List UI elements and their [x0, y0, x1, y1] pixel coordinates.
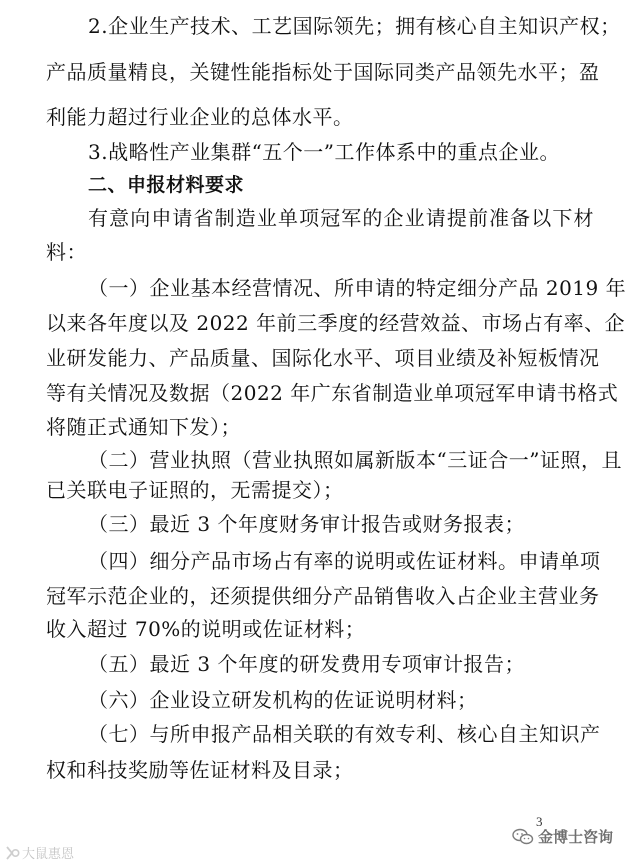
wechat-watermark — [512, 826, 613, 847]
list-item-4-line-3: 收入超过 70%的说明或佐证材料； — [46, 617, 366, 641]
list-item-4-line-1: （四）细分产品市场占有率的说明或佐证材料。申请单项 — [88, 549, 601, 573]
list-item-6: （六）企业设立研发机构的佐证说明材料； — [88, 688, 478, 712]
list-item-1-line-2: 以来各年度以及 2022 年前三季度的经营效益、市场占有率、企 — [46, 311, 626, 335]
list-item-4-line-2: 冠军示范企业的，还须提供细分产品销售收入占企业主营业务 — [46, 584, 600, 608]
section-heading: 二、申报材料要求 — [88, 174, 245, 196]
paragraph-line-4: 3.战略性产业集群“五个一”工作体系中的重点企业。 — [88, 140, 561, 164]
list-item-7-line-2: 权和科技奖励等佐证材料及目录； — [46, 758, 354, 782]
watermark-right-text: 金博士咨询 — [538, 828, 614, 846]
list-item-7-line-1: （七）与所申报产品相关联的有效专利、核心自主知识产 — [88, 722, 601, 746]
page-number: 3 — [536, 814, 543, 829]
list-item-1-line-4: 等有关情况及数据（2022 年广东省制造业单项冠军申请书格式 — [46, 381, 619, 405]
list-item-2-line-2: 已关联电子证照的，无需提交）； — [46, 478, 344, 502]
list-item-2-line-1: （二）营业执照（营业执照如属新版本“三证合一”证照，且 — [88, 448, 622, 472]
paragraph-line-1: 2.企业生产技术、工艺国际领先；拥有核心自主知识产权； — [88, 14, 621, 38]
list-item-1-line-3: 业研发能力、产品质量、国际化水平、项目业绩及补短板情况 — [46, 346, 600, 370]
paragraph-line-2: 产品质量精良，关键性能指标处于国际同类产品领先水平；盈 — [46, 60, 600, 84]
list-item-3: （三）最近 3 个年度财务审计报告或财务报表； — [88, 512, 525, 536]
list-item-1-line-1: （一）企业基本经营情况、所申请的特定细分产品 2019 年 — [88, 276, 627, 300]
paragraph-line-7: 料： — [46, 240, 87, 264]
list-item-5: （五）最近 3 个年度的研发费用专项审计报告； — [88, 652, 525, 676]
list-item-1-line-5: 将随正式通知下发）； — [46, 415, 241, 439]
paragraph-line-3: 利能力超过行业企业的总体水平。 — [46, 105, 354, 129]
watermark-left-text: 大鼠惠恩 — [22, 847, 75, 862]
wechat-icon — [512, 828, 534, 846]
paragraph-line-6: 有意向申请省制造业单项冠军的企业请提前准备以下材 — [88, 206, 594, 230]
corner-watermark — [4, 843, 74, 862]
brand-logo-icon — [4, 845, 20, 861]
